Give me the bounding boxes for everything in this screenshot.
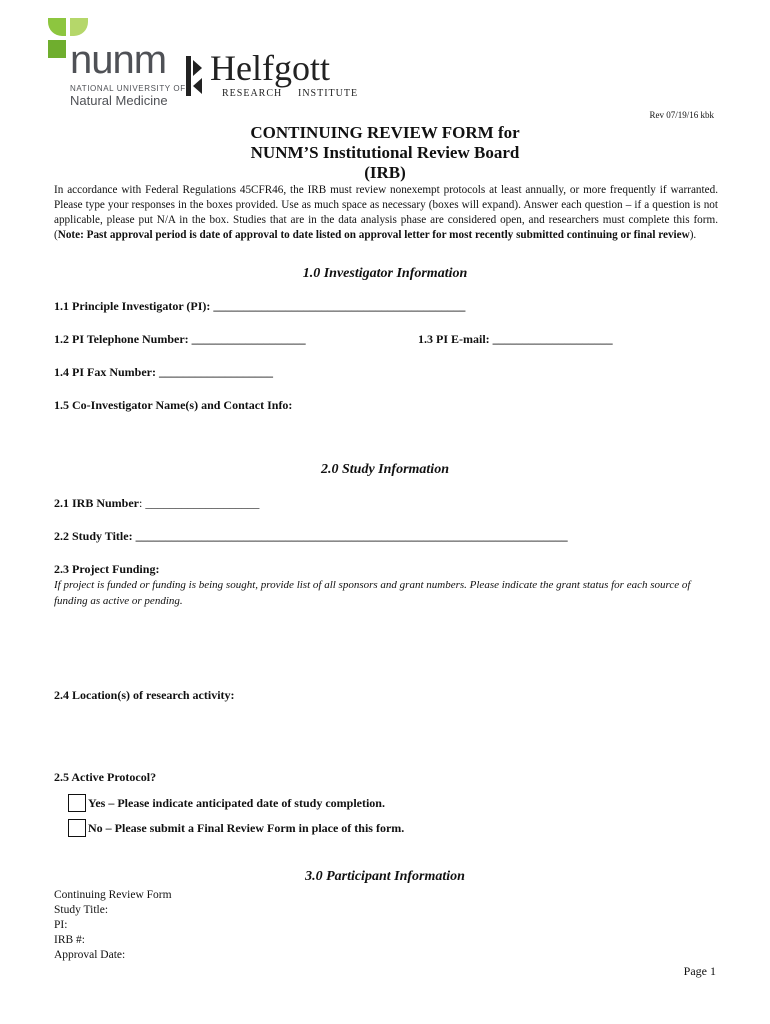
pi-email-field[interactable]: 1.3 PI E-mail: ____________________ [418, 332, 613, 346]
irb-number-field[interactable] [54, 496, 259, 511]
pi-fax-field[interactable]: 1.4 PI Fax Number: ___________________ [54, 365, 273, 379]
footer-approval-date: Approval Date: [54, 949, 126, 961]
intro-paragraph [54, 183, 718, 243]
intro-tail: ). [689, 229, 697, 241]
no-checkbox[interactable] [68, 819, 86, 837]
research-locations-field[interactable]: 2.4 Location(s) of research activity: [54, 688, 235, 702]
footer-pi: PI: [54, 919, 68, 931]
project-funding-label: 2.3 Project Funding: [54, 562, 160, 576]
footer-form-name: Continuing Review Form [54, 889, 172, 901]
nunm-subtitle-line2: Natural Medicine [70, 93, 168, 108]
nunm-subtitle-line1: NATIONAL UNIVERSITY OF [70, 84, 186, 93]
nunm-wordmark: nunm [70, 38, 167, 82]
active-protocol-yes-option[interactable] [68, 794, 385, 812]
irb-number-label: 2.1 IRB Number [54, 496, 140, 510]
intro-text: In accordance with Federal Regulations 45CFR46, the IRB must review nonexempt protocols at least annually, or more frequently if warranted. Please type your responses in the boxes provided. Use as much space as necessary (boxes will expand). Answer each question – if a question is not applicable, please put N/A in the box. Studies that are in the data analysis phase are considered open, and researchers must complete this form. ( [54, 184, 718, 241]
intro-bold-note: Note: Past approval period is date of approval to date listed on approval letter for most recently submitted continuing or final review [57, 229, 690, 241]
active-protocol-label: 2.5 Active Protocol? [54, 770, 157, 784]
co-investigator-field[interactable]: 1.5 Co-Investigator Name(s) and Contact Info: [54, 398, 293, 412]
helfgott-wordmark: Helfgott [210, 48, 330, 88]
footer-irb-number: IRB #: [54, 934, 85, 946]
section-study-heading: 2.0 Study Information [321, 462, 449, 477]
section-participant-heading: 3.0 Participant Information [305, 869, 465, 884]
yes-option-label: Yes – Please indicate anticipated date of study completion. [88, 795, 385, 810]
no-option-label: No – Please submit a Final Review Form in place of this form. [88, 820, 405, 835]
page-number: Page 1 [683, 964, 716, 978]
form-title-line2: NUNM’S Institutional Review Board [250, 143, 520, 162]
helfgott-subtitle-institute: INSTITUTE [298, 88, 359, 99]
funding-instructions[interactable]: If project is funded or funding is being sought, provide list of all sponsors and grant numbers. Please indicate the grant status for each source of funding as active or pending. [54, 579, 691, 607]
study-title-field[interactable]: 2.2 Study Title: ________________________________________________________________________ [54, 529, 568, 543]
pi-name-field[interactable]: 1.1 Principle Investigator (PI): __________________________________________ [54, 299, 466, 313]
form-title-line3: (IRB) [364, 163, 406, 182]
section-investigator-heading: 1.0 Investigator Information [302, 266, 468, 281]
active-protocol-no-option[interactable] [68, 819, 404, 837]
header-logos [44, 16, 374, 108]
helfgott-mark-icon [186, 56, 204, 96]
pi-phone-field[interactable]: 1.2 PI Telephone Number: ___________________ [54, 332, 306, 346]
helfgott-subtitle-research: RESEARCH [222, 88, 283, 99]
footer-study-title: Study Title: [54, 904, 109, 916]
form-title-line1: CONTINUING REVIEW FORM for [250, 123, 520, 142]
yes-checkbox[interactable] [68, 794, 86, 812]
page-footer [54, 888, 172, 963]
irb-number-blank: : ___________________ [139, 496, 260, 510]
revision-label: Rev 07/19/16 kbk [649, 110, 714, 120]
